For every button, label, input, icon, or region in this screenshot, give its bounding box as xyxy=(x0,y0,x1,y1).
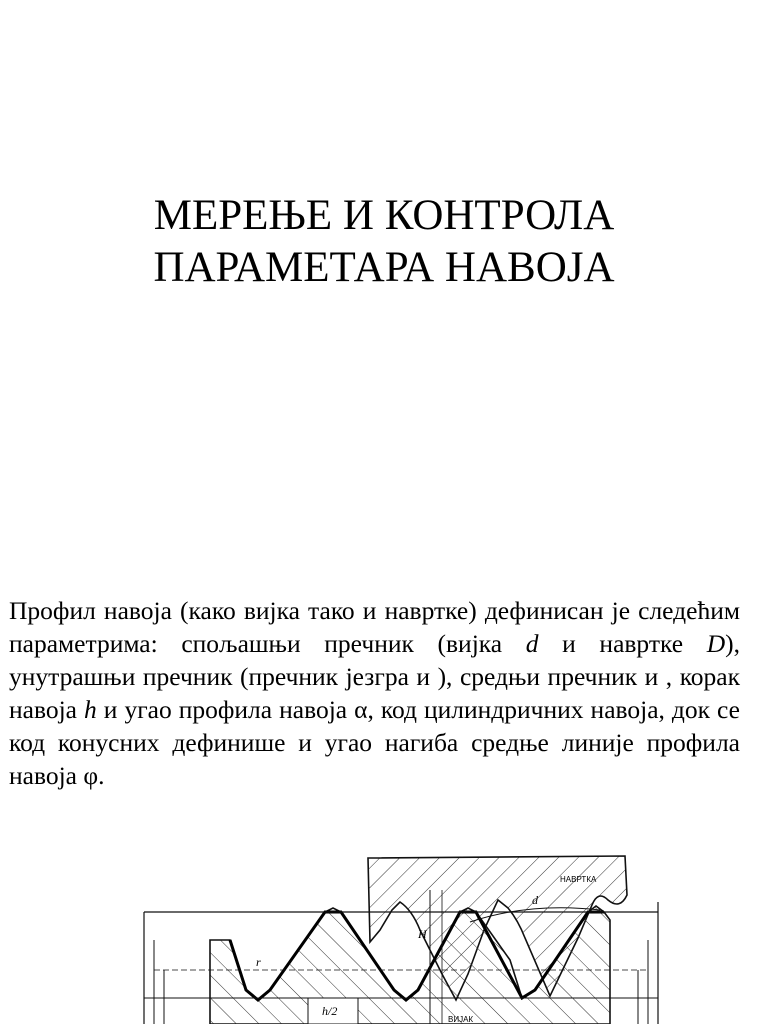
paragraph-text-4: и угао профила навоја α, код цилиндричних навоја, док се код конусних дефинише и угао нагиба средње линије профила навоја φ. xyxy=(9,695,741,790)
paragraph-text-2: и навртке xyxy=(538,629,707,658)
paragraph-text-3: ), унутрашњи пречник (пречник језгра и ), средњи пречник и , корак навоја xyxy=(9,629,741,724)
figure-label-nut: НАВРТКА xyxy=(560,875,597,884)
figure-label-d: d xyxy=(532,893,538,907)
body-paragraph xyxy=(9,594,740,792)
thread-profile-figure xyxy=(130,850,670,1024)
paragraph-text-1: Профил навоја (како вијка тако и навртке) дефинисан је следећим параметрима: спољашњи пречник (вијка xyxy=(9,596,740,658)
symbol-D: D xyxy=(706,629,726,658)
figure-label-r: r xyxy=(256,955,261,969)
title-line-1: МЕРЕЊЕ И КОНТРОЛА xyxy=(153,192,615,239)
thread-profile-drawing xyxy=(130,850,670,1024)
symbol-d: d xyxy=(525,629,539,658)
symbol-h: h xyxy=(84,695,97,724)
page-title xyxy=(0,190,768,294)
figure-label-h-half: h/2 xyxy=(322,1004,338,1018)
figure-label-H: H xyxy=(418,927,427,941)
title-line-2: ПАРАМЕТАРА НАВОЈА xyxy=(153,244,615,291)
figure-label-bolt: ВИЈАК xyxy=(448,1015,474,1024)
